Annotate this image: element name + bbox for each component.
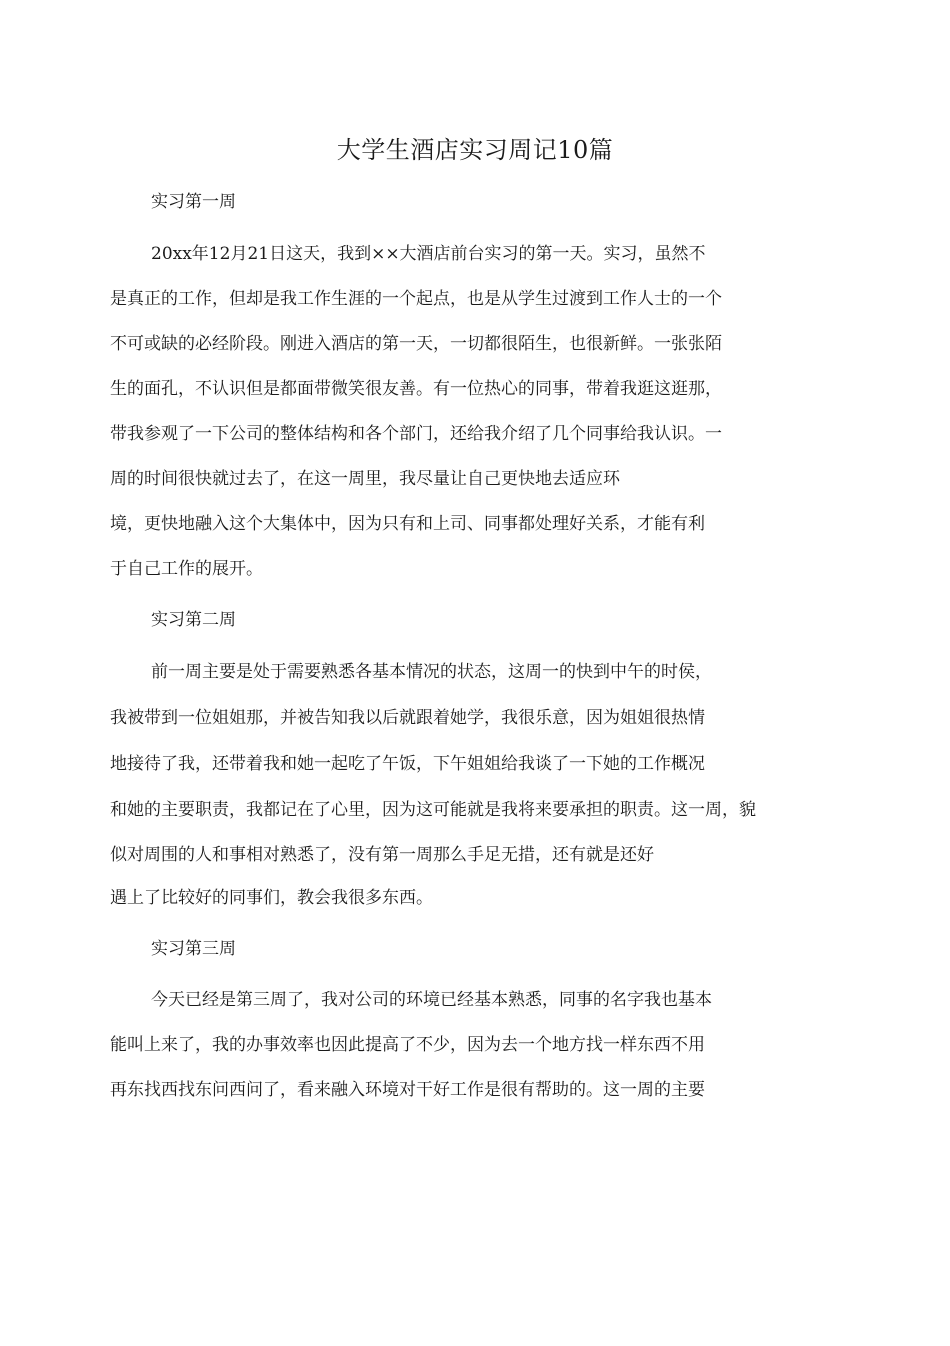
paragraph-line: 境，更快地融入这个大集体中，因为只有和上司、同事都处理好关系，才能有利: [110, 514, 705, 534]
paragraph-line: 再东找西找东问西问了，看来融入环境对干好工作是很有帮助的。这一周的主要: [110, 1080, 705, 1100]
paragraph-line: 于自己工作的展开。: [110, 559, 263, 579]
section-heading-week-3: 实习第三周: [151, 939, 236, 959]
paragraph-line: 遇上了比较好的同事们，教会我很多东西。: [110, 888, 433, 908]
paragraph-line: 地接待了我，还带着我和她一起吃了午饭，下午姐姐给我谈了一下她的工作概况: [110, 754, 705, 774]
section-heading-week-1: 实习第一周: [151, 192, 236, 212]
document-title: 大学生酒店实习周记10篇: [336, 136, 614, 164]
paragraph-line: 生的面孔，不认识但是都面带微笑很友善。有一位热心的同事，带着我逛这逛那，: [110, 379, 722, 399]
paragraph-line: 我被带到一位姐姐那，并被告知我以后就跟着她学，我很乐意，因为姐姐很热情: [110, 708, 705, 728]
paragraph-line: 似对周围的人和事相对熟悉了，没有第一周那么手足无措，还有就是还好: [110, 845, 654, 865]
paragraph-line: 周的时间很快就过去了，在这一周里，我尽量让自己更快地去适应环: [110, 469, 620, 489]
paragraph-line: 不可或缺的必经阶段。刚进入酒店的第一天，一切都很陌生，也很新鲜。一张张陌: [110, 334, 722, 354]
paragraph-line: 前一周主要是处于需要熟悉各基本情况的状态，这周一的快到中午的时侯，: [151, 662, 712, 682]
paragraph-line: 能叫上来了，我的办事效率也因此提高了不少，因为去一个地方找一样东西不用: [110, 1035, 705, 1055]
paragraph-line: 和她的主要职责，我都记在了心里，因为这可能就是我将来要承担的职责。这一周，貌: [110, 800, 756, 820]
paragraph-line: 是真正的工作，但却是我工作生涯的一个起点，也是从学生过渡到工作人士的一个: [110, 289, 722, 309]
paragraph-line: 带我参观了一下公司的整体结构和各个部门，还给我介绍了几个同事给我认识。一: [110, 424, 722, 444]
section-heading-week-2: 实习第二周: [151, 610, 236, 630]
paragraph-line: 今天已经是第三周了，我对公司的环境已经基本熟悉，同事的名字我也基本: [151, 990, 712, 1010]
paragraph-line: 20xx年12月21日这天，我到××大酒店前台实习的第一天。实习，虽然不: [151, 244, 706, 264]
